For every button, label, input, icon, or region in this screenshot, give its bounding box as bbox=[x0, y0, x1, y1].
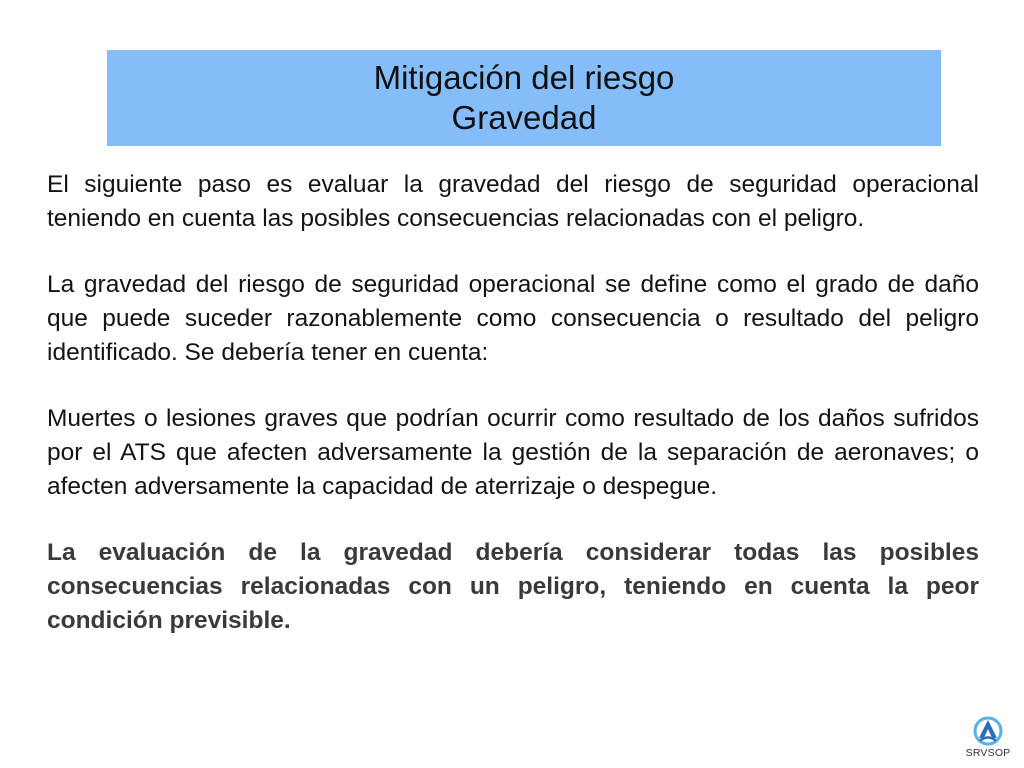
paragraph-intro: El siguiente paso es evaluar la gravedad del riesgo de seguridad operacional teniendo en cuenta las posibles consecuencias relacionadas con el peligro. bbox=[47, 171, 979, 232]
logo-label: SRVSOP bbox=[965, 747, 1011, 759]
slide-subtitle: Gravedad bbox=[451, 99, 597, 136]
srvsop-logo bbox=[958, 716, 1018, 764]
paragraph-definition: La gravedad del riesgo de seguridad operacional se define como el grado de daño que puede suceder razonablemente como consecuencia o resultado del peligro identificado. Se debería tener en cuenta: bbox=[47, 271, 979, 366]
srvsop-logo-icon bbox=[973, 716, 1003, 746]
paragraph-conclusion: La evaluación de la gravedad debería considerar todas las posibles consecuencias relacionadas con un peligro, teniendo en cuenta la peor condición previsible. bbox=[47, 539, 979, 634]
slide-title: Mitigación del riesgo bbox=[373, 59, 675, 96]
title-banner bbox=[107, 50, 941, 146]
slide-body bbox=[47, 168, 979, 670]
paragraph-consequences: Muertes o lesiones graves que podrían ocurrir como resultado de los daños sufridos por el ATS que afecten adversamente la gestión de la separación de aeronaves; o afecten adversamente la capacidad de aterrizaje o despegue. bbox=[47, 405, 979, 500]
